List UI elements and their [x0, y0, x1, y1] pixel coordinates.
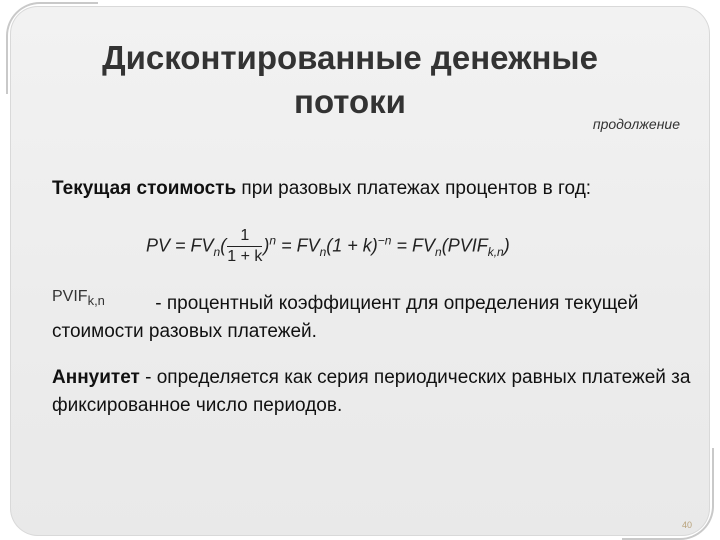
annuity-term: Аннуитет	[52, 367, 140, 388]
formula-fraction	[227, 226, 262, 267]
slide-subtitle: продолжение	[592, 116, 680, 132]
formula-pvif: PVIF	[447, 235, 488, 256]
title-line-2: потоки	[294, 83, 406, 120]
slide-title	[40, 36, 660, 124]
annuity-text: - определяется как серия периодических равных платежей за фиксированное число периодов.	[52, 367, 691, 416]
pvif-definition-text: - процентный коэффициент для определения текущей стоимости разовых платежей.	[52, 293, 639, 342]
annuity-paragraph	[52, 364, 692, 420]
pvif-text: PVIF	[52, 288, 88, 305]
formula-pv: PV	[146, 235, 171, 256]
present-value-term: Текущая стоимость	[52, 178, 237, 199]
formula-sub-n-2: n	[319, 244, 327, 259]
formula-power-n: n	[269, 233, 277, 248]
present-value-paragraph	[52, 175, 672, 203]
formula-one-plus-k: (1 + k)	[326, 235, 378, 256]
page-number: 40	[681, 520, 692, 530]
formula-sub-n-3: n	[435, 244, 442, 259]
pv-formula: PV = $FV_n$( $\frac{1}{1 + k}$ )$^n = FV_n(1 + k)^{-n}$ = $FV_n(PVIF_{k,n})$	[146, 227, 510, 265]
formula-fv-3: FV	[412, 235, 436, 256]
fraction-denominator: 1 + k	[227, 248, 263, 265]
formula-fv-2: FV	[296, 235, 320, 256]
fraction-numerator: 1	[227, 226, 262, 247]
pvif-definition	[52, 290, 692, 346]
title-line-1: Дисконтированные денежные	[102, 39, 598, 76]
pvif-subscript: k,n	[87, 293, 105, 309]
formula-sub-kn: k,n	[487, 244, 504, 259]
present-value-text: при разовых платежах процентов в год:	[236, 178, 592, 199]
formula-power-neg-n: −n	[377, 233, 392, 248]
formula-fv-1: FV	[190, 235, 214, 256]
formula-sub-n-1: n	[213, 244, 221, 259]
frame-corner-bottom	[622, 448, 714, 540]
